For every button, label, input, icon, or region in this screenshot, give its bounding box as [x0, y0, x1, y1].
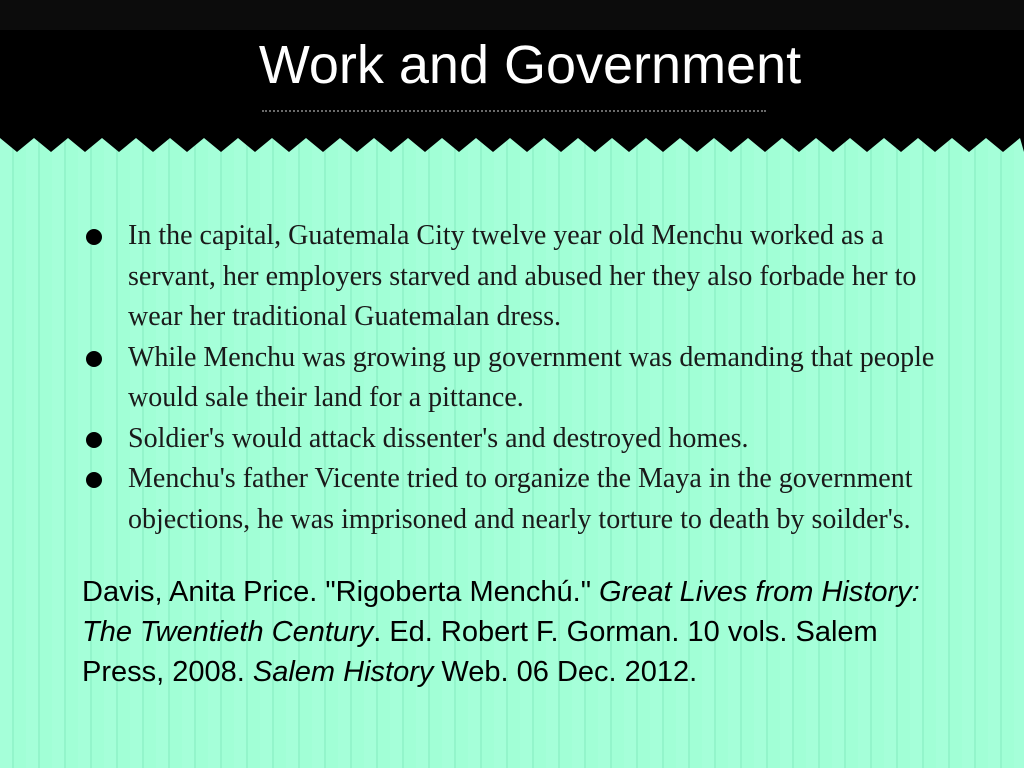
citation-part-2: . Ed. Robert F. Gorman. 10 vols. Salem Press, 2008.: [82, 616, 878, 688]
bullet-dot-icon: [86, 472, 102, 488]
bullet-dot-icon: [86, 229, 102, 245]
bullet-item: [86, 338, 976, 419]
bullet-item: [86, 419, 976, 460]
bullet-text: Soldier's would attack dissenter's and destroyed homes.: [128, 422, 749, 454]
citation: [82, 572, 962, 692]
bullet-item: [86, 459, 976, 540]
citation-part-1: Davis, Anita Price. "Rigoberta Menchú.": [82, 576, 600, 608]
bullet-list: [86, 216, 976, 540]
bullet-dot-icon: [86, 351, 102, 367]
bullet-item: [86, 216, 976, 338]
bullet-text: While Menchu was growing up government was demanding that people would sale their land for a pittance.: [128, 341, 935, 413]
dotted-divider: [262, 110, 766, 114]
header-band: [0, 0, 1024, 160]
bullet-text: In the capital, Guatemala City twelve year old Menchu worked as a servant, her employers starved and abused her they also forbade her to wear her traditional Guatemalan dress.: [128, 220, 917, 332]
citation-part-3: Web. 06 Dec. 2012.: [433, 656, 698, 688]
bullet-dot-icon: [86, 432, 102, 448]
slide-title: Work and Government: [258, 35, 802, 95]
citation-title-italic: Great Lives from History: The Twentieth Century: [82, 576, 920, 648]
citation-source-italic: Salem History: [252, 656, 434, 688]
bullet-text: Menchu's father Vicente tried to organize the Maya in the government objections, he was imprisoned and nearly torture to death by soilder's.: [128, 463, 913, 535]
